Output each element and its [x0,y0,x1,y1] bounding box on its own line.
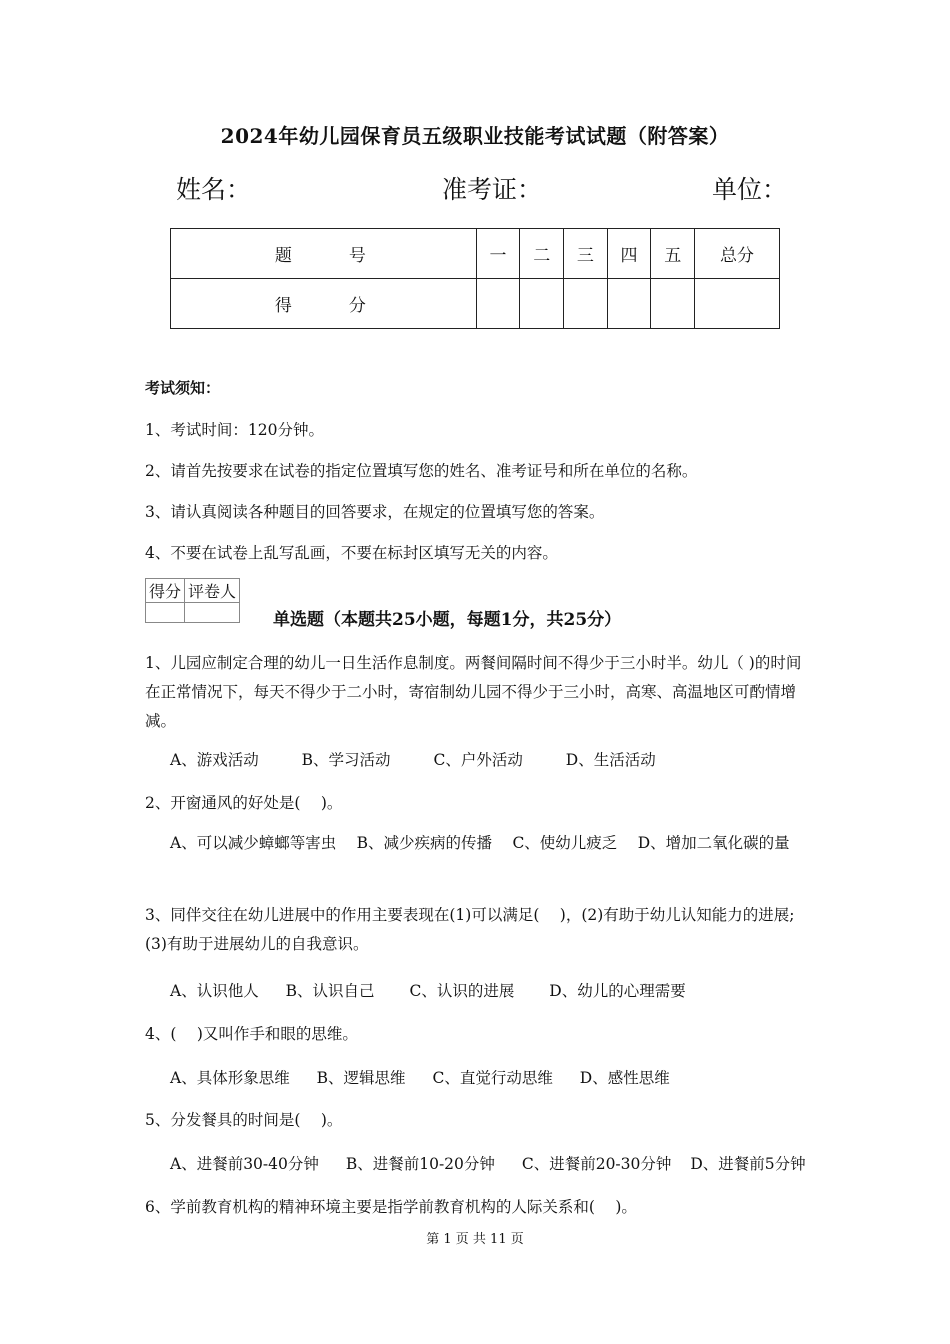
question-6-stem: 6、学前教育机构的精神环境主要是指学前教育机构的人际关系和( )。 [145,1198,637,1216]
question-4-stem: 4、( )又叫作手和眼的思维。 [145,1025,358,1043]
notice-item: 1、考试时间：120分钟。 [145,421,324,439]
score-table [170,228,780,329]
score-cell[interactable] [564,279,608,329]
section-1-header: 一 [476,229,520,279]
section-4-header: 四 [607,229,651,279]
notice-item: 3、请认真阅读各种题目的回答要求，在规定的位置填写您的答案。 [145,503,605,521]
question-3-stem: 3、同伴交往在幼儿进展中的作用主要表现在(1)可以满足( )，(2)有助于幼儿认知能力的进展;(3)有助于进展幼儿的自我意识。 [145,906,795,953]
score-cell[interactable] [476,279,520,329]
option-b[interactable]: B、逻辑思维 [316,1069,406,1087]
option-a[interactable]: A、具体形象思维 [170,1069,290,1087]
unit-label: 单位： [712,175,788,204]
grader-box [145,578,240,623]
name-label: 姓名： [176,175,252,204]
score-table-header-row [171,229,780,279]
section-title: 单选题（本题共25小题，每题1分，共25分） [273,610,622,630]
section-5-header: 五 [651,229,695,279]
question-5-options [170,1152,806,1174]
option-c[interactable]: C、认识的进展 [409,982,515,1000]
score-row-label: 得 分 [171,279,477,329]
option-b[interactable]: B、认识自己 [285,982,375,1000]
option-a[interactable]: A、认识他人 [170,982,259,1000]
option-d[interactable]: D、进餐前5分钟 [690,1155,806,1173]
notice-item: 4、不要在试卷上乱写乱画，不要在标封区填写无关的内容。 [145,544,558,562]
exam-id-label: 准考证： [442,175,543,204]
notice-item: 2、请首先按要求在试卷的指定位置填写您的姓名、准考证号和所在单位的名称。 [145,462,698,480]
score-cell[interactable] [607,279,651,329]
option-a[interactable]: A、游戏活动 [170,751,259,769]
section-2-header: 二 [520,229,564,279]
score-cell[interactable] [651,279,695,329]
option-c[interactable]: C、户外活动 [433,751,523,769]
question-2-options: A、可以减少蟑螂等害虫 B、减少疾病的传播 C、使幼儿疲乏 D、增加二氧化碳的量 [170,834,790,852]
grader-score-label: 得分 [146,579,185,603]
total-header: 总分 [695,229,780,279]
option-b[interactable]: B、学习活动 [301,751,391,769]
question-5-stem: 5、分发餐具的时间是( )。 [145,1111,343,1129]
option-b[interactable]: B、进餐前10-20分钟 [345,1155,495,1173]
score-cell[interactable] [520,279,564,329]
question-number-header: 题 号 [171,229,477,279]
section-3-header: 三 [564,229,608,279]
question-1-stem: 1、儿园应制定合理的幼儿一日生活作息制度。两餐间隔时间不得少于三小时半。幼儿（ )的时间在正常情况下，每天不得少于二小时，寄宿制幼儿园不得少于三小时，高寒、高温地区可酌情增减。 [145,654,802,730]
page-footer: 第 1 页 共 11 页 [426,1232,524,1247]
notice-heading: 考试须知： [145,379,221,397]
grader-reviewer-cell[interactable] [185,603,240,623]
option-a[interactable]: A、进餐前30-40分钟 [170,1155,319,1173]
option-d[interactable]: D、幼儿的心理需要 [549,982,686,1000]
option-d[interactable]: D、生活活动 [565,751,656,769]
score-cell[interactable] [695,279,780,329]
grader-score-cell[interactable] [146,603,185,623]
grader-reviewer-label: 评卷人 [185,579,240,603]
question-1-options [170,748,694,770]
question-3-options [170,979,724,1001]
question-4-options [170,1066,708,1088]
question-2-stem: 2、开窗通风的好处是( )。 [145,794,343,812]
score-table-score-row [171,279,780,329]
option-d[interactable]: D、感性思维 [579,1069,670,1087]
option-c[interactable]: C、进餐前20-30分钟 [521,1155,672,1173]
document-title: 2024年幼儿园保育员五级职业技能考试试题（附答案） [220,124,730,148]
option-c[interactable]: C、直觉行动思维 [432,1069,553,1087]
